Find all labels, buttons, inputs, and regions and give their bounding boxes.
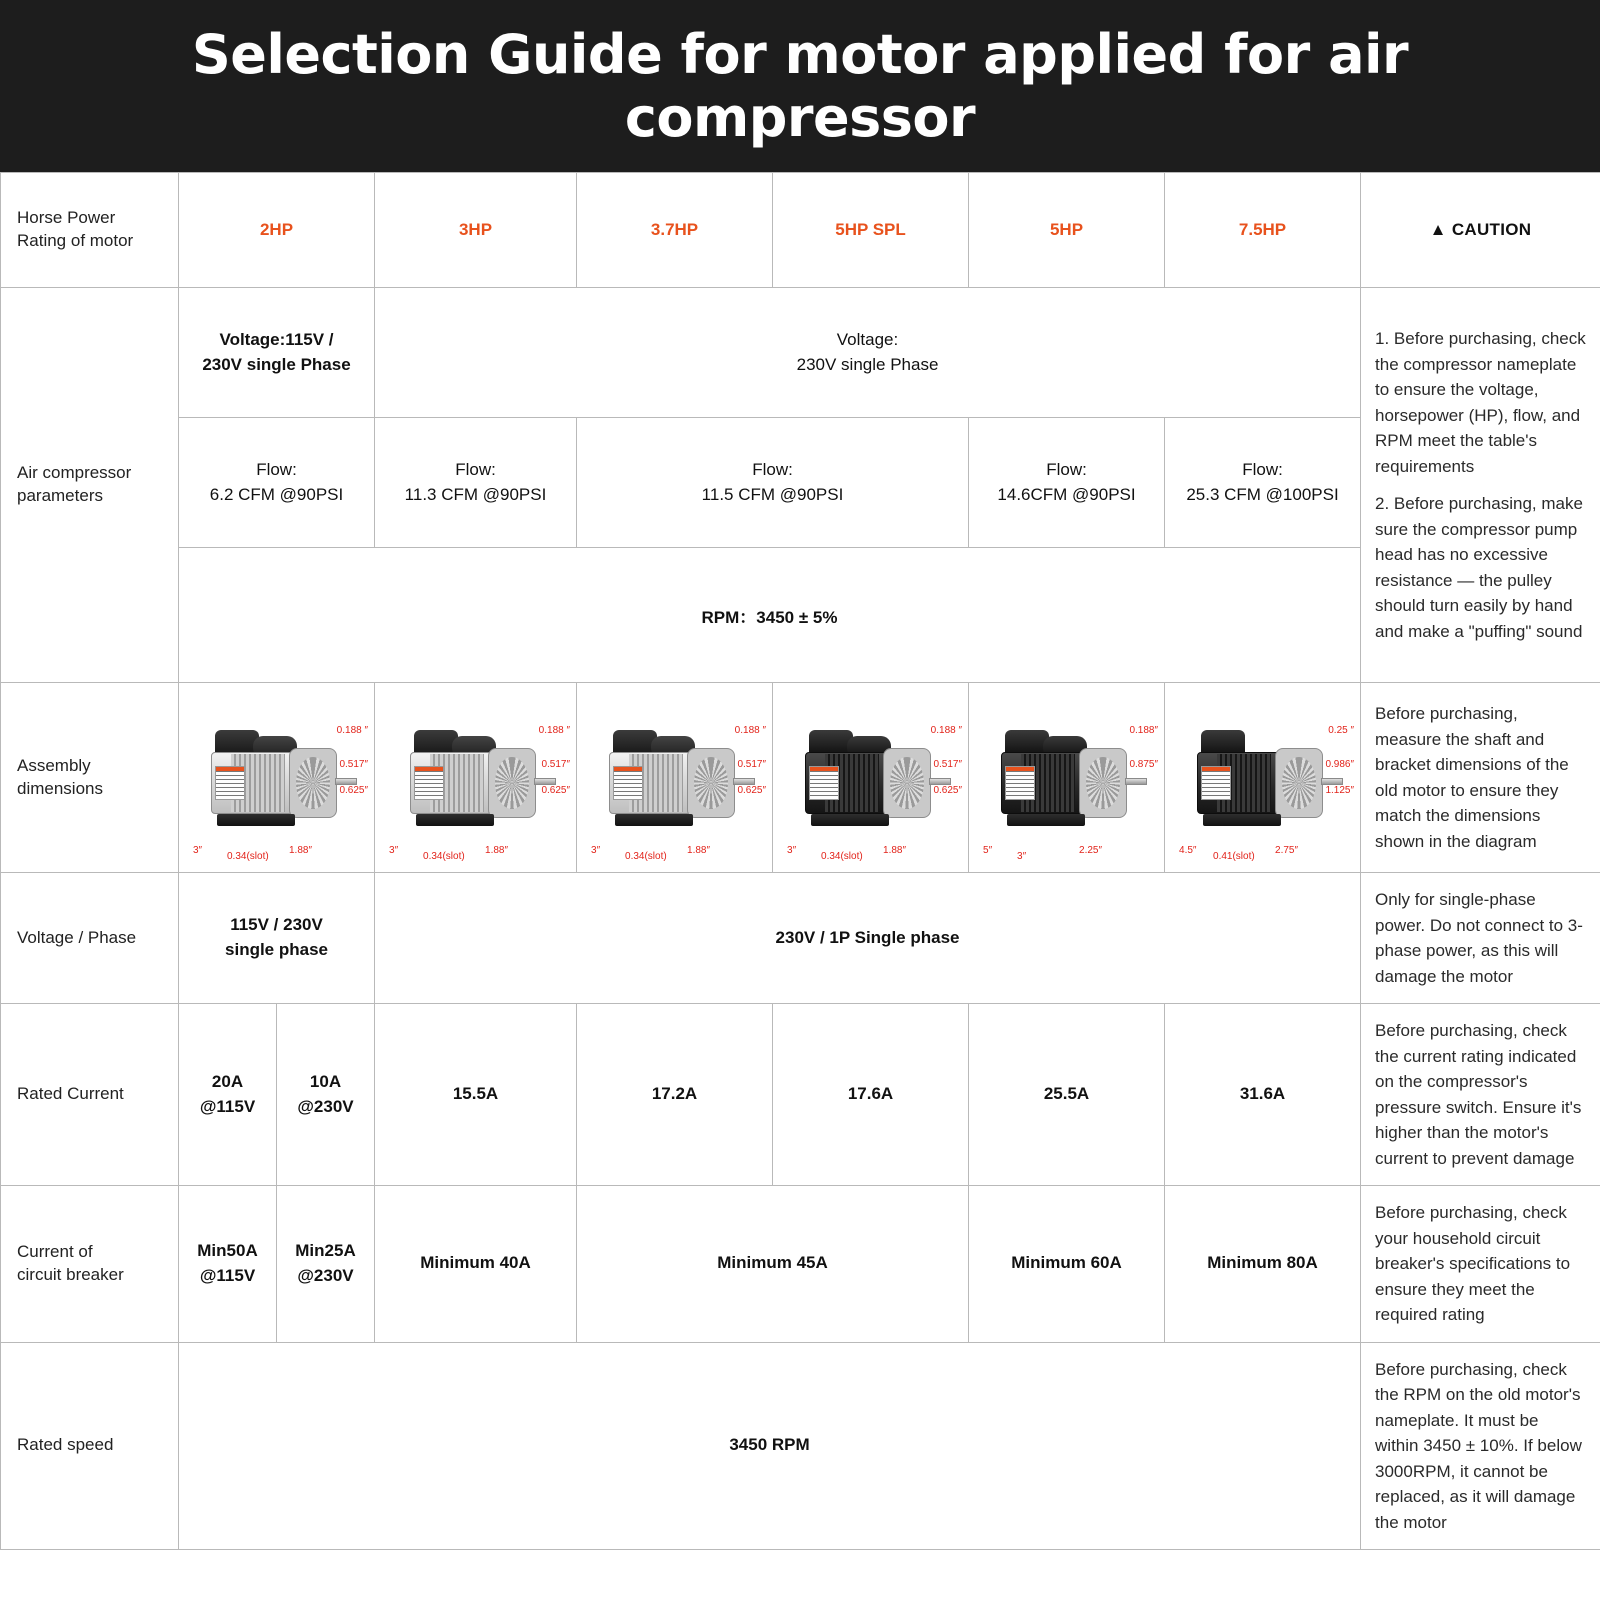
table-row-assembly: [1, 683, 1600, 873]
caution-params: [1361, 288, 1600, 683]
rated-current-3-7hp: 17.2A: [577, 1004, 773, 1186]
motor-shaft: [1321, 778, 1343, 785]
motor-illustration-5hp: [969, 685, 1164, 870]
row-label-breaker-line1: Current of: [17, 1241, 93, 1261]
hp-header-7-5hp: 7.5HP: [1165, 173, 1361, 288]
motor-graphic: [1183, 718, 1343, 838]
dim-label-3in: 3″: [389, 845, 399, 856]
dim-label-slot041: 0.41(slot): [1213, 851, 1255, 862]
motor-fan-cover: [883, 748, 931, 818]
motor-graphic: [791, 718, 951, 838]
caution-rated-speed: Before purchasing, check the RPM on the old motor's nameplate. It must be within 3450 ± 10%. If below 3000RPM, it cannot be replaced, as it will damage the motor: [1361, 1342, 1600, 1550]
rated-current-2hp-115v: [179, 1004, 277, 1186]
dim-label-0188: 0.188 ″: [734, 725, 767, 736]
row-label-rated-speed: Rated speed: [1, 1342, 179, 1550]
dim-label-0625: 0.625″: [737, 785, 767, 796]
flow-5hp-line2: 14.6CFM @90PSI: [997, 484, 1136, 504]
breaker-2hp-115v: [179, 1186, 277, 1343]
row-label-params-line1: Air compressor: [17, 463, 132, 483]
dim-label-0188: 0.188″: [1129, 725, 1159, 736]
dim-label-slot: 0.34(slot): [423, 851, 465, 862]
motor-nameplate: [414, 766, 444, 800]
breaker-2hp-230v: [277, 1186, 375, 1343]
row-label-assembly-line1: Assembly: [17, 755, 91, 775]
table-row-voltage: [1, 288, 1600, 418]
hp-header-3hp: 3HP: [375, 173, 577, 288]
motor-image-2hp: [179, 683, 375, 873]
dim-label-3in: 3″: [193, 845, 203, 856]
table-row-flow: [1, 418, 1600, 548]
motor-base: [1007, 814, 1085, 826]
caution-rated-current: Before purchasing, check the current rating indicated on the compressor's pressure switch. Ensure it's higher than the motor's current to prevent damage: [1361, 1004, 1600, 1186]
motor-graphic: [595, 718, 755, 838]
motor-illustration-3-7hp: [577, 685, 772, 870]
motor-fan-cover: [488, 748, 536, 818]
dim-label-0625: 0.625″: [541, 785, 571, 796]
motor-illustration-7-5hp: [1165, 685, 1360, 870]
rated-current-7-5hp: 31.6A: [1165, 1004, 1361, 1186]
motor-nameplate: [809, 766, 839, 800]
rated-speed-value: 3450 RPM: [179, 1342, 1361, 1550]
breaker-mid: Minimum 45A: [577, 1186, 969, 1343]
motor-graphic: [987, 718, 1147, 838]
breaker-2hp-230v-unit: @230V: [297, 1265, 354, 1285]
dim-label-1125: 1.125″: [1325, 785, 1355, 796]
dim-label-188: 1.88″: [289, 845, 313, 856]
table-row-rated-current: [1, 1004, 1600, 1186]
dim-label-0517: 0.517″: [541, 759, 571, 770]
dim-label-0188: 0.188 ″: [336, 725, 369, 736]
breaker-3hp: Minimum 40A: [375, 1186, 577, 1343]
selection-guide-table: [0, 172, 1600, 1550]
motor-fan-cover: [687, 748, 735, 818]
row-label-circuit-breaker: [1, 1186, 179, 1343]
motor-graphic: [396, 718, 556, 838]
hp-header-5hp-spl: 5HP SPL: [773, 173, 969, 288]
table-row-circuit-breaker: [1, 1186, 1600, 1343]
rated-current-5hp: 25.5A: [969, 1004, 1165, 1186]
dim-label-0986: 0.986″: [1325, 759, 1355, 770]
voltage-rest-line2: 230V single Phase: [796, 354, 939, 374]
flow-3hp-line1: Flow:: [455, 459, 496, 479]
row-label-assembly-dimensions: [1, 683, 179, 873]
dim-label-188: 1.88″: [687, 845, 711, 856]
dim-label-slot: 0.34(slot): [625, 851, 667, 862]
table-row-voltage-phase: [1, 873, 1600, 1004]
flow-7-5hp: [1165, 418, 1361, 548]
hp-header-3-7hp: 3.7HP: [577, 173, 773, 288]
flow-5hp-line1: Flow:: [1046, 459, 1087, 479]
breaker-2hp-230v-value: Min25A: [295, 1241, 356, 1261]
caution-voltage-phase: Only for single-phase power. Do not connect to 3-phase power, as this will damage the motor: [1361, 873, 1600, 1004]
dim-label-225: 2.25″: [1079, 845, 1103, 856]
rated-current-2hp-115v-unit: @115V: [199, 1096, 256, 1116]
table-row-horsepower: [1, 173, 1600, 288]
page-title: Selection Guide for motor applied for air compressor: [191, 23, 1409, 149]
dim-label-slot: 0.34(slot): [821, 851, 863, 862]
rated-current-5hp-spl: 17.6A: [773, 1004, 969, 1186]
motor-base: [416, 814, 494, 826]
dim-label-275: 2.75″: [1275, 845, 1299, 856]
motor-base: [217, 814, 295, 826]
rated-current-3hp: 15.5A: [375, 1004, 577, 1186]
voltage-2hp-line1: Voltage:115V /: [219, 329, 334, 349]
flow-7-5hp-line1: Flow:: [1242, 459, 1283, 479]
motor-nameplate: [1201, 766, 1231, 800]
motor-image-5hp: [969, 683, 1165, 873]
motor-image-3-7hp: [577, 683, 773, 873]
rated-current-2hp-230v-unit: @230V: [297, 1096, 354, 1116]
breaker-2hp-115v-unit: @115V: [199, 1265, 256, 1285]
motor-shaft: [534, 778, 556, 785]
rated-current-2hp-115v-value: 20A: [211, 1071, 244, 1091]
flow-2hp-line1: Flow:: [256, 459, 297, 479]
motor-image-7-5hp: [1165, 683, 1361, 873]
caution-assembly: Before purchasing, measure the shaft and bracket dimensions of the old motor to ensure they match the dimensions shown in the diagram: [1361, 683, 1600, 873]
flow-5hp: [969, 418, 1165, 548]
dim-label-0517: 0.517″: [339, 759, 369, 770]
dim-label-188: 1.88″: [883, 845, 907, 856]
dim-label-0625: 0.625″: [933, 785, 963, 796]
voltage-phase-2hp: [179, 873, 375, 1004]
dim-label-0188: 0.188 ″: [538, 725, 571, 736]
voltage-rest: [375, 288, 1361, 418]
motor-fan-cover: [1275, 748, 1323, 818]
breaker-2hp-115v-value: Min50A: [197, 1241, 258, 1261]
row-label-horsepower: [1, 173, 179, 288]
dim-label-0188: 0.188 ″: [930, 725, 963, 736]
voltage-phase-2hp-line2: single phase: [225, 940, 328, 959]
caution-params-2: 2. Before purchasing, make sure the compressor pump head has no excessive resistance — the pulley should turn easily by hand and make a "puffing" sound: [1375, 494, 1583, 641]
dim-label-0625: 0.625″: [339, 785, 369, 796]
dim-label-5in: 5″: [983, 845, 993, 856]
motor-illustration-5hp-spl: [773, 685, 968, 870]
motor-illustration-2hp: [179, 685, 374, 870]
rated-current-2hp-230v-value: 10A: [309, 1071, 342, 1091]
row-label-rated-current: Rated Current: [1, 1004, 179, 1186]
motor-image-3hp: [375, 683, 577, 873]
voltage-2hp: [179, 288, 375, 418]
table-row-rated-speed: [1, 1342, 1600, 1550]
dim-label-0875: 0.875″: [1129, 759, 1159, 770]
motor-base: [615, 814, 693, 826]
motor-shaft: [929, 778, 951, 785]
dim-label-025: 0.25 ″: [1328, 725, 1355, 736]
flow-3hp-line2: 11.3 CFM @90PSI: [404, 484, 547, 504]
flow-3-7hp-5hpspl: [577, 418, 969, 548]
dim-label-188: 1.88″: [485, 845, 509, 856]
motor-shaft: [1125, 778, 1147, 785]
motor-fan-cover: [1079, 748, 1127, 818]
dim-label-0517: 0.517″: [933, 759, 963, 770]
flow-mid-line2: 11.5 CFM @90PSI: [701, 484, 844, 504]
dim-label-3in: 3″: [787, 845, 797, 856]
breaker-5hp: Minimum 60A: [969, 1186, 1165, 1343]
caution-params-1: 1. Before purchasing, check the compressor nameplate to ensure the voltage, horsepower (HP), flow, and RPM meet the table's requirements: [1375, 329, 1586, 476]
motor-shaft: [335, 778, 357, 785]
dim-label-3in: 3″: [1017, 851, 1027, 862]
motor-nameplate: [613, 766, 643, 800]
flow-2hp: [179, 418, 375, 548]
voltage-rest-line1: Voltage:: [836, 329, 899, 349]
row-label-breaker-line2: circuit breaker: [17, 1264, 124, 1284]
motor-illustration-3hp: [375, 685, 576, 870]
dim-label-slot: 0.34(slot): [227, 851, 269, 862]
rated-current-2hp-230v: [277, 1004, 375, 1186]
caution-circuit-breaker: Before purchasing, check your household circuit breaker's specifications to ensure they meet the required rating: [1361, 1186, 1600, 1343]
table-row-rpm: [1, 548, 1600, 683]
dim-label-0517: 0.517″: [737, 759, 767, 770]
dim-label-3in: 3″: [591, 845, 601, 856]
motor-nameplate: [215, 766, 245, 800]
dim-label-45in: 4.5″: [1179, 845, 1197, 856]
row-label-assembly-line2: dimensions: [17, 778, 103, 798]
voltage-phase-2hp-line1: 115V / 230V: [230, 915, 323, 935]
caution-header: ▲ CAUTION: [1361, 173, 1600, 288]
row-label-params-line2: parameters: [17, 486, 103, 505]
hp-header-5hp: 5HP: [969, 173, 1165, 288]
row-label-air-compressor-parameters: [1, 288, 179, 683]
voltage-2hp-line2: 230V single Phase: [202, 354, 351, 374]
row-label-horsepower-line1: Horse Power: [17, 208, 116, 228]
hp-header-2hp: 2HP: [179, 173, 375, 288]
rpm-value: RPM：3450 ± 5%: [179, 548, 1361, 683]
motor-shaft: [733, 778, 755, 785]
flow-7-5hp-line2: 25.3 CFM @100PSI: [1186, 484, 1339, 504]
flow-2hp-line2: 6.2 CFM @90PSI: [209, 484, 344, 504]
motor-graphic: [197, 718, 357, 838]
flow-3hp: [375, 418, 577, 548]
voltage-phase-rest: 230V / 1P Single phase: [375, 873, 1361, 1004]
motor-base: [1203, 814, 1281, 826]
motor-fan-cover: [289, 748, 337, 818]
row-label-voltage-phase: Voltage / Phase: [1, 873, 179, 1004]
motor-nameplate: [1005, 766, 1035, 800]
flow-mid-line1: Flow:: [752, 459, 793, 479]
motor-image-5hp-spl: [773, 683, 969, 873]
motor-base: [811, 814, 889, 826]
breaker-7-5hp: Minimum 80A: [1165, 1186, 1361, 1343]
row-label-horsepower-line2: Rating of motor: [17, 231, 134, 250]
header-banner: [0, 0, 1600, 172]
